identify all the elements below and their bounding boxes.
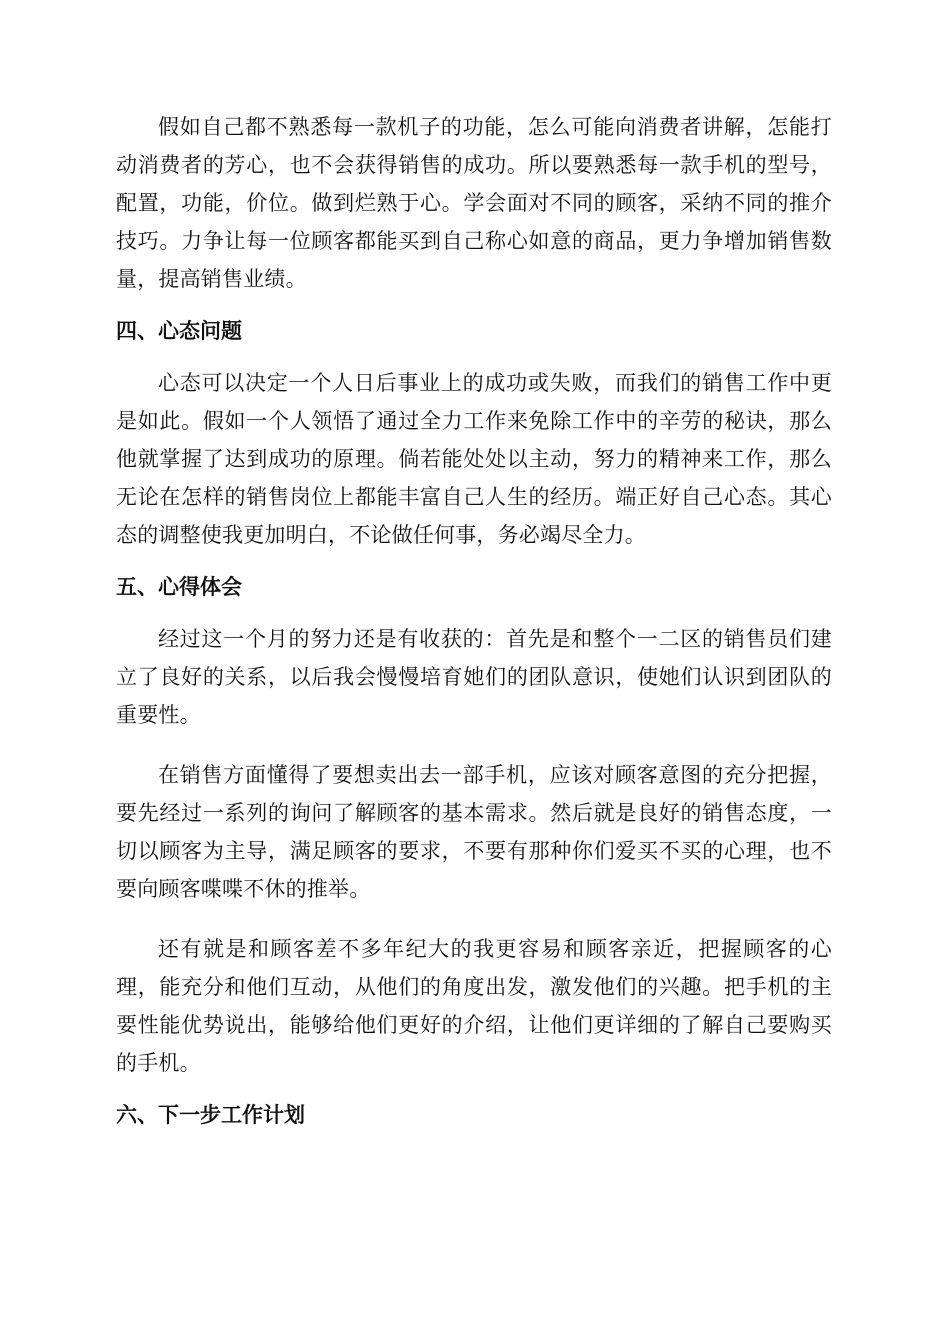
paragraph-product-knowledge: 假如自己都不熟悉每一款机子的功能，怎么可能向消费者讲解，怎能打动消费者的芳心，也不会获得销售的成功。所以要熟悉每一款手机的型号，配置，功能，价位。做到烂熟于心。学会面对不同的顾客，采纳不同的推介技巧。力争让每一位顾客都能买到自己称心如意的商品，更力争增加销售数量，提高销售业绩。 <box>116 115 832 291</box>
paragraph-experience-customers: 还有就是和顾客差不多年纪大的我更容易和顾客亲近，把握顾客的心理，能充分和他们互动，从他们的角度出发，激发他们的兴趣。把手机的主要性能优势说出，能够给他们更好的介绍，让他们更详细的了解自己要购买的手机。 <box>116 937 832 1075</box>
document-page <box>116 108 832 1134</box>
paragraph-experience-sales: 在销售方面懂得了要想卖出去一部手机，应该对顾客意图的充分把握，要先经过一系列的询问了解顾客的基本需求。然后就是良好的销售态度，一切以顾客为主导，满足顾客的要求，不要有那种你们爱买不买的心理，也不要向顾客喋喋不休的推举。 <box>116 763 832 901</box>
paragraph-mindset: 心态可以决定一个人日后事业上的成功或失败，而我们的销售工作中更是如此。假如一个人领悟了通过全力工作来免除工作中的辛劳的秘诀，那么他就掌握了达到成功的原理。倘若能处处以主动，努力的精神来工作，那么无论在怎样的销售岗位上都能丰富自己人生的经历。端正好自己心态。其心态的调整使我更加明白，不论做任何事，务必竭尽全力。 <box>116 371 832 547</box>
section-heading-mindset: 四、心态问题 <box>116 319 242 343</box>
paragraph-experience-team: 经过这一个月的努力还是有收获的：首先是和整个一二区的销售员们建立了良好的关系，以后我会慢慢培育她们的团队意识，使她们认识到团队的重要性。 <box>116 627 832 727</box>
section-heading-experience: 五、心得体会 <box>116 575 242 599</box>
section-heading-next-plan: 六、下一步工作计划 <box>116 1103 305 1127</box>
